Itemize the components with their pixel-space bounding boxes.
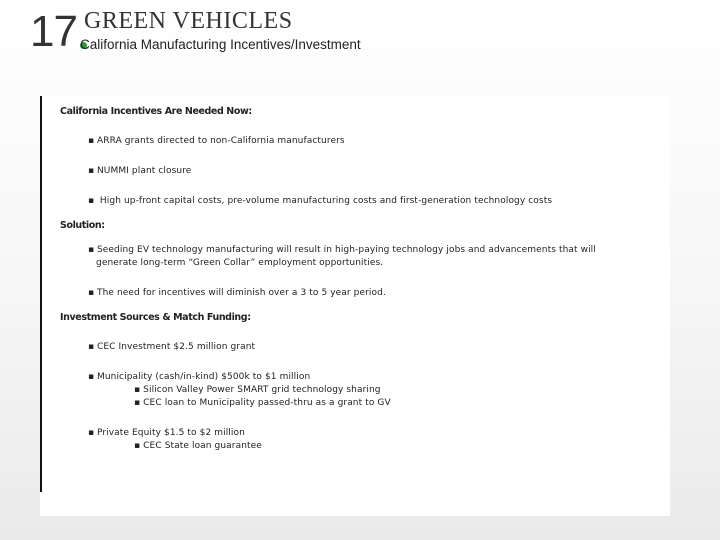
left-divider (40, 96, 42, 492)
list-item-continuation: generate long-term “Green Collar” employment opportunities. (96, 258, 384, 268)
section-heading: California Incentives Are Needed Now: (60, 106, 252, 117)
slide-title: GREEN VEHICLES (84, 8, 293, 34)
list-item: ▪ Municipality (cash/in-kind) $500k to $1 million (88, 372, 311, 382)
sub-list-item: ▪ Silicon Valley Power SMART grid technology sharing (134, 385, 381, 395)
list-item: ▪ Seeding EV technology manufacturing will result in high-paying technology jobs and advancements that will (88, 245, 596, 255)
square-bullet-icon: ▪ (88, 372, 95, 382)
list-item: ▪ NUMMI plant closure (88, 166, 192, 176)
square-bullet-icon: ▪ (88, 428, 95, 438)
square-bullet-icon: ▪ (88, 196, 95, 206)
square-bullet-icon: ▪ (88, 342, 95, 352)
section-heading: Solution: (60, 220, 105, 231)
list-item: ▪ The need for incentives will diminish over a 3 to 5 year period. (88, 288, 386, 298)
square-bullet-icon: ▪ (88, 166, 95, 176)
list-item: ▪ ARRA grants directed to non-California manufacturers (88, 136, 345, 146)
square-bullet-icon: ▪ (88, 245, 95, 255)
sub-list-item: ▪ CEC State loan guarantee (134, 441, 262, 451)
square-bullet-icon: ▪ (88, 136, 95, 146)
content-body (60, 106, 660, 453)
list-item: ▪ High up-front capital costs, pre-volume manufacturing costs and first-generation technology costs (88, 196, 553, 206)
square-bullet-icon: ▪ (134, 441, 141, 451)
section-heading: Investment Sources & Match Funding: (60, 312, 251, 323)
list-item: ▪ Private Equity $1.5 to $2 million (88, 428, 245, 438)
page-number: 17 (30, 7, 77, 56)
square-bullet-icon: ▪ (88, 288, 95, 298)
square-bullet-icon: ▪ (134, 398, 141, 408)
sub-list-item: ▪ CEC loan to Municipality passed-thru as a grant to GV (134, 398, 391, 408)
list-item: ▪ CEC Investment $2.5 million grant (88, 342, 256, 352)
slide-subtitle: California Manufacturing Incentives/Investment (80, 37, 361, 52)
square-bullet-icon: ▪ (134, 385, 141, 395)
